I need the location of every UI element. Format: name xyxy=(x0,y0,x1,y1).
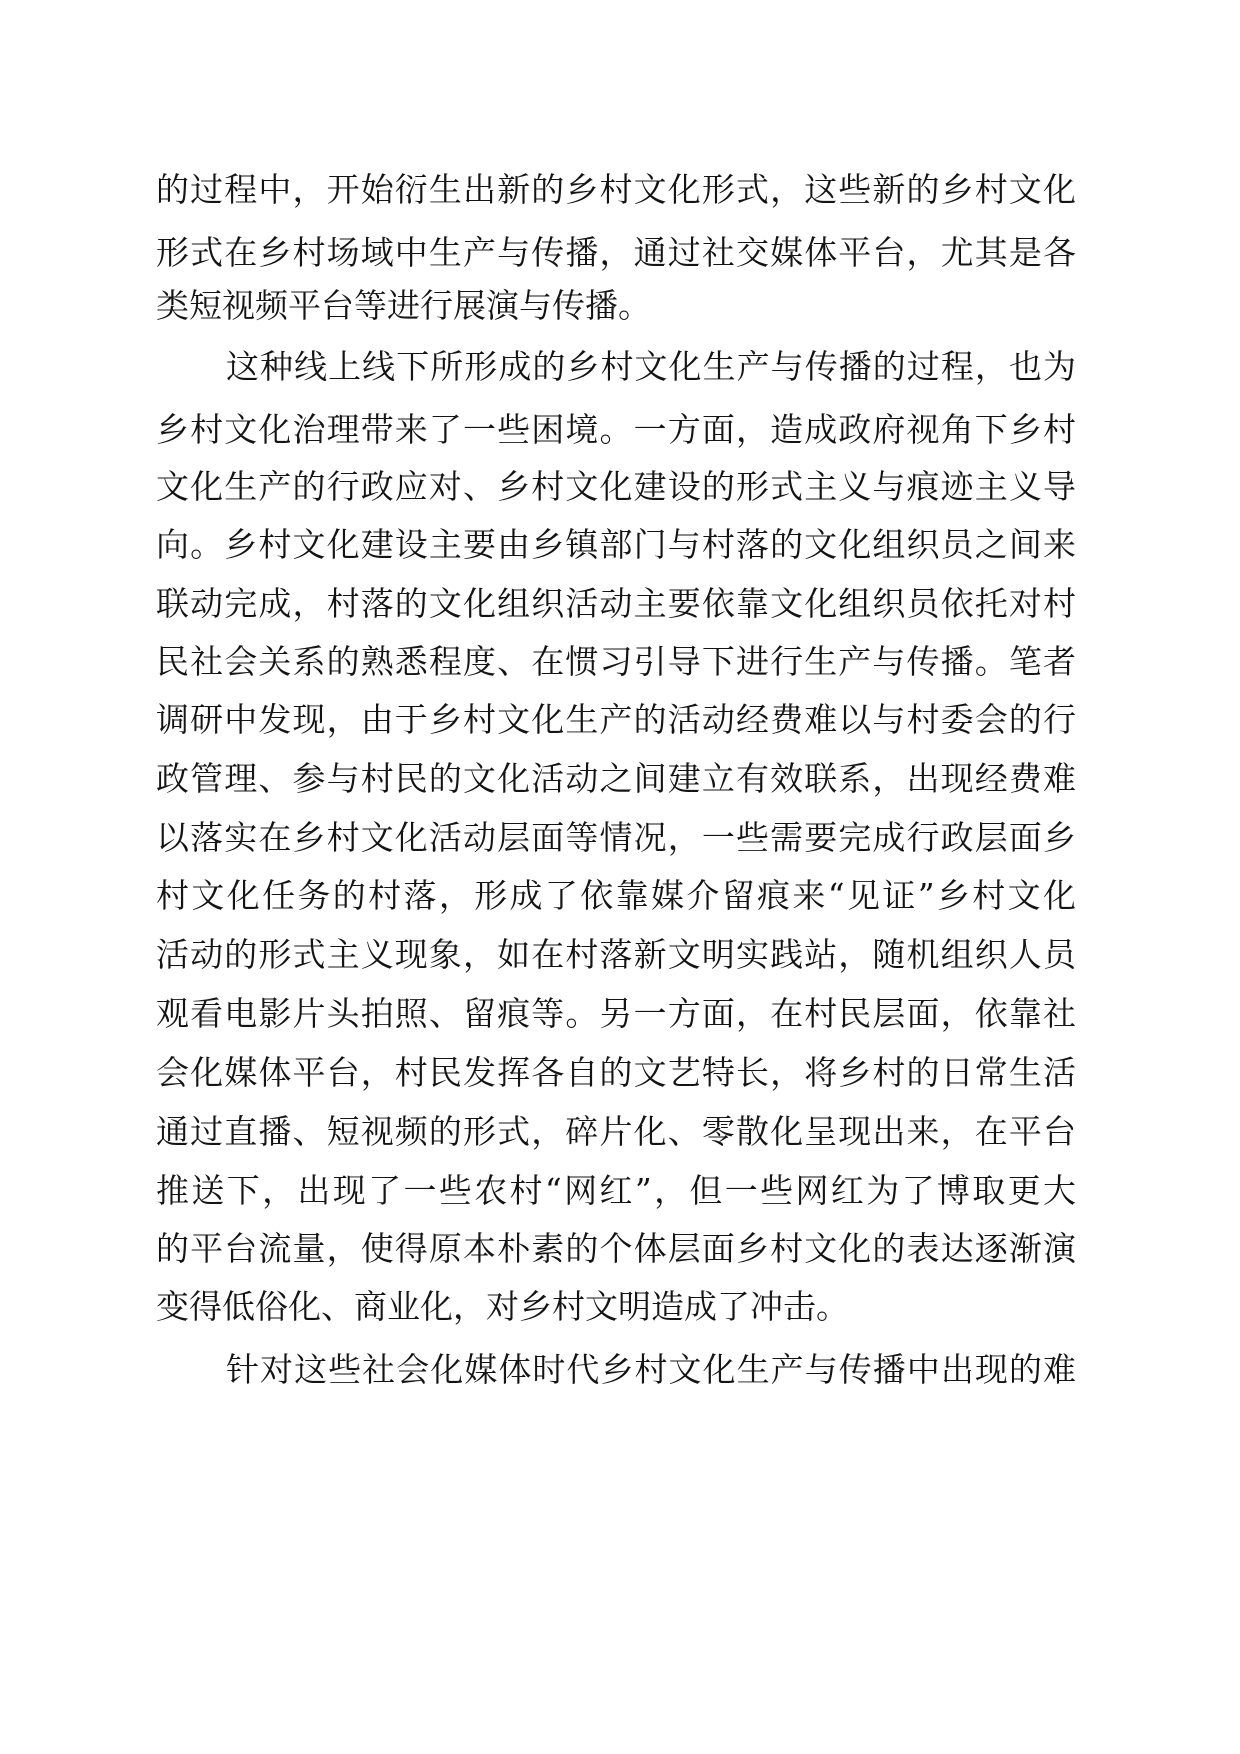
text-line: 推送下，出现了一些农村“网红”，但一些网红为了博取更大 xyxy=(156,1171,1076,1210)
text-line: 政管理、参与村民的文化活动之间建立有效联系，出现经费难 xyxy=(156,759,1076,798)
text-line: 的平台流量，使得原本朴素的个体层面乡村文化的表达逐渐演 xyxy=(156,1229,1076,1268)
text-line: 村文化任务的村落，形成了依靠媒介留痕来“见证”乡村文化 xyxy=(156,876,1076,915)
paragraph-start-line: 这种线上线下所形成的乡村文化生产与传播的过程，也为 xyxy=(226,347,1076,386)
text-line: 类短视频平台等进行展演与传播。 xyxy=(156,286,651,325)
text-line: 变得低俗化、商业化，对乡村文明造成了冲击。 xyxy=(156,1287,849,1326)
text-line: 向。乡村文化建设主要由乡镇部门与村落的文化组织员之间来 xyxy=(156,525,1076,564)
text-line: 文化生产的行政应对、乡村文化建设的形式主义与痕迹主义导 xyxy=(156,467,1076,506)
text-line: 通过直播、短视频的形式，碎片化、零散化呈现出来，在平台 xyxy=(156,1112,1076,1151)
text-line: 联动完成，村落的文化组织活动主要依靠文化组织员依托对村 xyxy=(156,584,1076,623)
text-line: 观看电影片头拍照、留痕等。另一方面，在村民层面，依靠社 xyxy=(156,994,1076,1033)
text-line: 形式在乡村场域中生产与传播，通过社交媒体平台，尤其是各 xyxy=(156,233,1076,272)
text-line: 调研中发现，由于乡村文化生产的活动经费难以与村委会的行 xyxy=(156,700,1076,739)
text-line: 的过程中，开始衍生出新的乡村文化形式，这些新的乡村文化 xyxy=(156,170,1076,209)
paragraph-start-line: 针对这些社会化媒体时代乡村文化生产与传播中出现的难 xyxy=(226,1350,1076,1389)
text-line: 乡村文化治理带来了一些困境。一方面，造成政府视角下乡村 xyxy=(156,410,1076,449)
text-line: 会化媒体平台，村民发挥各自的文艺特长，将乡村的日常生活 xyxy=(156,1053,1076,1092)
text-line: 活动的形式主义现象，如在村落新文明实践站，随机组织人员 xyxy=(156,935,1076,974)
text-line: 民社会关系的熟悉程度、在惯习引导下进行生产与传播。笔者 xyxy=(156,642,1076,681)
text-line: 以落实在乡村文化活动层面等情况，一些需要完成行政层面乡 xyxy=(156,818,1076,857)
